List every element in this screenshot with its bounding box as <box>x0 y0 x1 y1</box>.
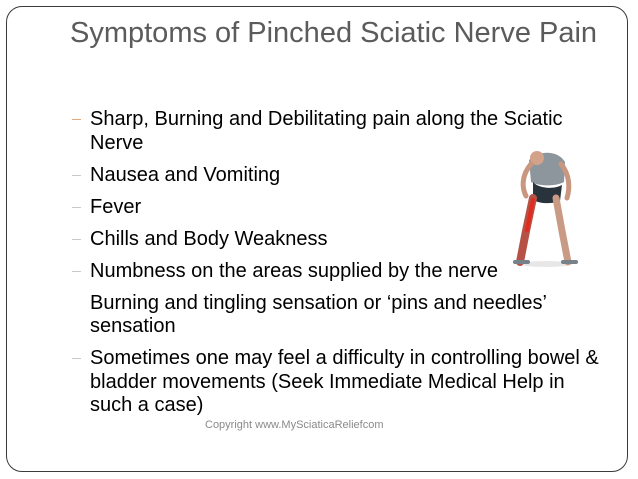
sciatic-pain-figure-icon <box>513 140 579 268</box>
bullet-item <box>90 292 610 339</box>
bullet-text: Sharp, Burning and Debilitating pain along the Sciatic Nerve <box>90 108 563 154</box>
bullet-marker <box>72 271 81 272</box>
bullet-marker <box>72 207 81 208</box>
bullet-marker <box>72 358 81 359</box>
bullet-marker <box>72 175 81 176</box>
bullet-item <box>90 347 610 418</box>
copyright-watermark: Copyright www.MySciaticaReliefcom <box>205 419 384 431</box>
bullet-text: Fever <box>90 195 142 218</box>
bullet-marker <box>72 119 81 120</box>
slide-title: Symptoms of Pinched Sciatic Nerve Pain <box>70 17 598 49</box>
bullet-text: Sometimes one may feel a difficulty in controlling bowel & bladder movements (Seek Immediate Medical Help in such a case) <box>90 347 599 416</box>
bullet-marker <box>72 239 81 240</box>
bullet-text: Chills and Body Weakness <box>90 227 328 250</box>
bullet-text: Nausea and Vomiting <box>90 163 281 186</box>
bullet-text: Numbness on the areas supplied by the nerve <box>90 259 499 282</box>
bullet-text: Burning and tingling sensation or ‘pins and needles’ sensation <box>90 291 547 337</box>
